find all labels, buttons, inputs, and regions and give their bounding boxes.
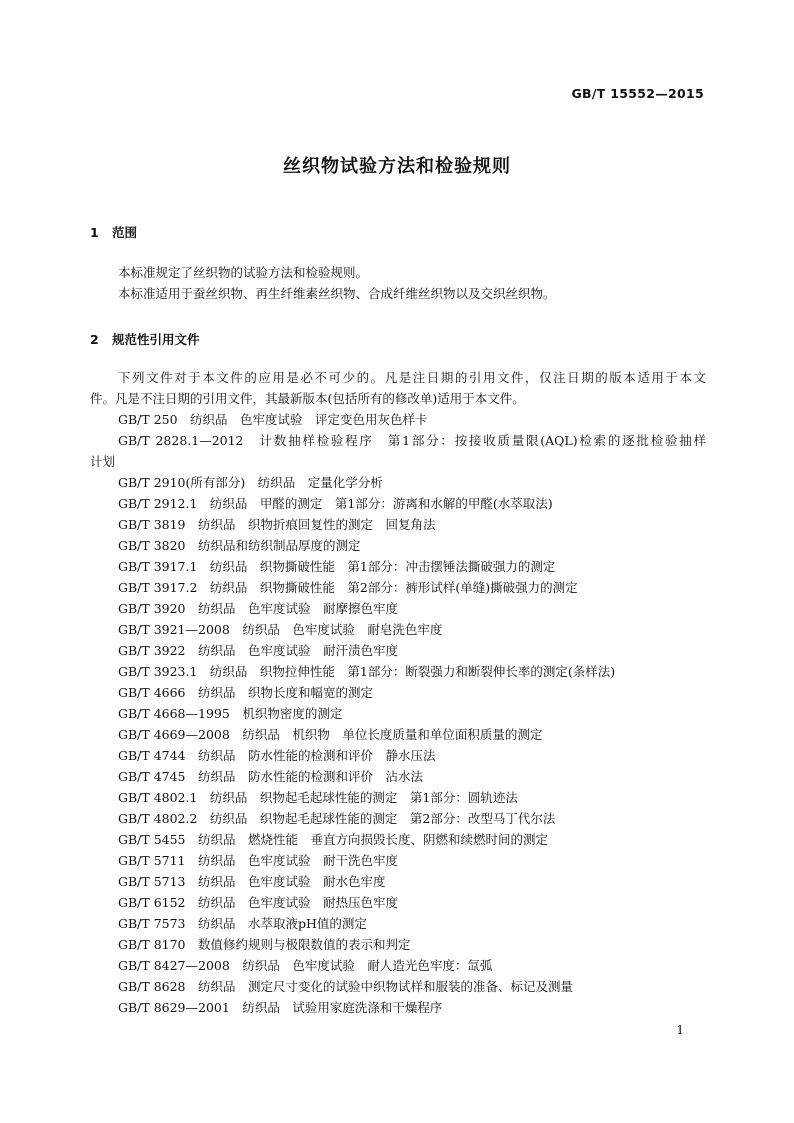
reference-item: GB/T 4669—2008 纺织品 机织物 单位长度质量和单位面积质量的测定 xyxy=(118,727,543,742)
section-2-number: 2 xyxy=(90,332,99,347)
reference-item: GB/T 3923.1 纺织品 织物拉伸性能 第1部分：断裂强力和断裂伸长率的测定(条样法) xyxy=(118,664,616,679)
section-1-heading xyxy=(90,223,137,241)
reference-item: GB/T 3917.2 纺织品 织物撕破性能 第2部分：裤形试样(单缝)撕破强力的测定 xyxy=(118,580,578,595)
reference-item: GB/T 2910(所有部分) 纺织品 定量化学分析 xyxy=(118,475,383,490)
reference-item: GB/T 8628 纺织品 测定尺寸变化的试验中织物试样和服装的准备、标记及测量 xyxy=(118,979,574,994)
reference-item: GB/T 5455 纺织品 燃烧性能 垂直方向损毁长度、阴燃和续燃时间的测定 xyxy=(118,832,549,847)
section-1-paragraph: 本标准规定了丝织物的试验方法和检验规则。 xyxy=(118,265,369,280)
reference-item: GB/T 4802.1 纺织品 织物起毛起球性能的测定 第1部分：圆轨迹法 xyxy=(118,790,518,805)
section-1-number: 1 xyxy=(90,225,99,240)
reference-item: GB/T 5711 纺织品 色牢度试验 耐干洗色牢度 xyxy=(118,853,399,868)
section-1-body xyxy=(90,262,706,304)
reference-item: GB/T 2828.1—2012 计数抽样检验程序 第1部分：按接收质量限(AQL)检索的逐批检验抽样 xyxy=(118,433,706,448)
reference-item: GB/T 2912.1 纺织品 甲醛的测定 第1部分：游离和水解的甲醛(水萃取法) xyxy=(118,496,553,511)
reference-item: GB/T 8629—2001 纺织品 试验用家庭洗涤和干燥程序 xyxy=(118,1000,443,1015)
reference-item: GB/T 8427—2008 纺织品 色牢度试验 耐人造光色牢度：氙弧 xyxy=(118,958,493,973)
reference-item: GB/T 8170 数值修约规则与极限数值的表示和判定 xyxy=(118,937,411,952)
reference-item: GB/T 3820 纺织品和纺织制品厚度的测定 xyxy=(118,538,361,553)
section-2-heading xyxy=(90,330,200,348)
reference-item: GB/T 6152 纺织品 色牢度试验 耐热压色牢度 xyxy=(118,895,399,910)
reference-item: GB/T 4802.2 纺织品 织物起毛起球性能的测定 第2部分：改型马丁代尔法 xyxy=(118,811,556,826)
section-2-title: 规范性引用文件 xyxy=(112,332,200,347)
reference-item-continuation: 计划 xyxy=(90,454,116,469)
section-2-intro xyxy=(90,367,706,409)
reference-item: GB/T 3819 纺织品 织物折痕回复性的测定 回复角法 xyxy=(118,517,436,532)
section-2-intro-line: 件。凡是不注日期的引用文件，其最新版本(包括所有的修改单)适用于本文件。 xyxy=(90,391,525,406)
reference-item: GB/T 5713 纺织品 色牢度试验 耐水色牢度 xyxy=(118,874,386,889)
reference-item: GB/T 4744 纺织品 防水性能的检测和评价 静水压法 xyxy=(118,748,436,763)
reference-list xyxy=(90,409,706,1018)
reference-item: GB/T 3922 纺织品 色牢度试验 耐汗渍色牢度 xyxy=(118,643,399,658)
page-number: 1 xyxy=(676,1023,684,1037)
section-1-title: 范围 xyxy=(112,225,138,240)
reference-item: GB/T 4745 纺织品 防水性能的检测和评价 沾水法 xyxy=(118,769,424,784)
reference-item: GB/T 4666 纺织品 织物长度和幅宽的测定 xyxy=(118,685,374,700)
section-2-intro-line: 下列文件对于本文件的应用是必不可少的。凡是注日期的引用文件，仅注日期的版本适用于本文 xyxy=(118,370,706,385)
reference-item: GB/T 4668—1995 机织物密度的测定 xyxy=(118,706,343,721)
reference-item: GB/T 3920 纺织品 色牢度试验 耐摩擦色牢度 xyxy=(118,601,399,616)
standard-code: GB/T 15552—2015 xyxy=(571,86,704,101)
reference-item: GB/T 250 纺织品 色牢度试验 评定变色用灰色样卡 xyxy=(118,412,428,427)
reference-item: GB/T 7573 纺织品 水萃取液pH值的测定 xyxy=(118,916,367,931)
reference-item: GB/T 3921—2008 纺织品 色牢度试验 耐皂洗色牢度 xyxy=(118,622,443,637)
reference-item: GB/T 3917.1 纺织品 织物撕破性能 第1部分：冲击摆锤法撕破强力的测定 xyxy=(118,559,556,574)
document-title: 丝织物试验方法和检验规则 xyxy=(283,156,511,177)
section-1-paragraph: 本标准适用于蚕丝织物、再生纤维素丝织物、合成纤维丝织物以及交织丝织物。 xyxy=(118,286,556,301)
